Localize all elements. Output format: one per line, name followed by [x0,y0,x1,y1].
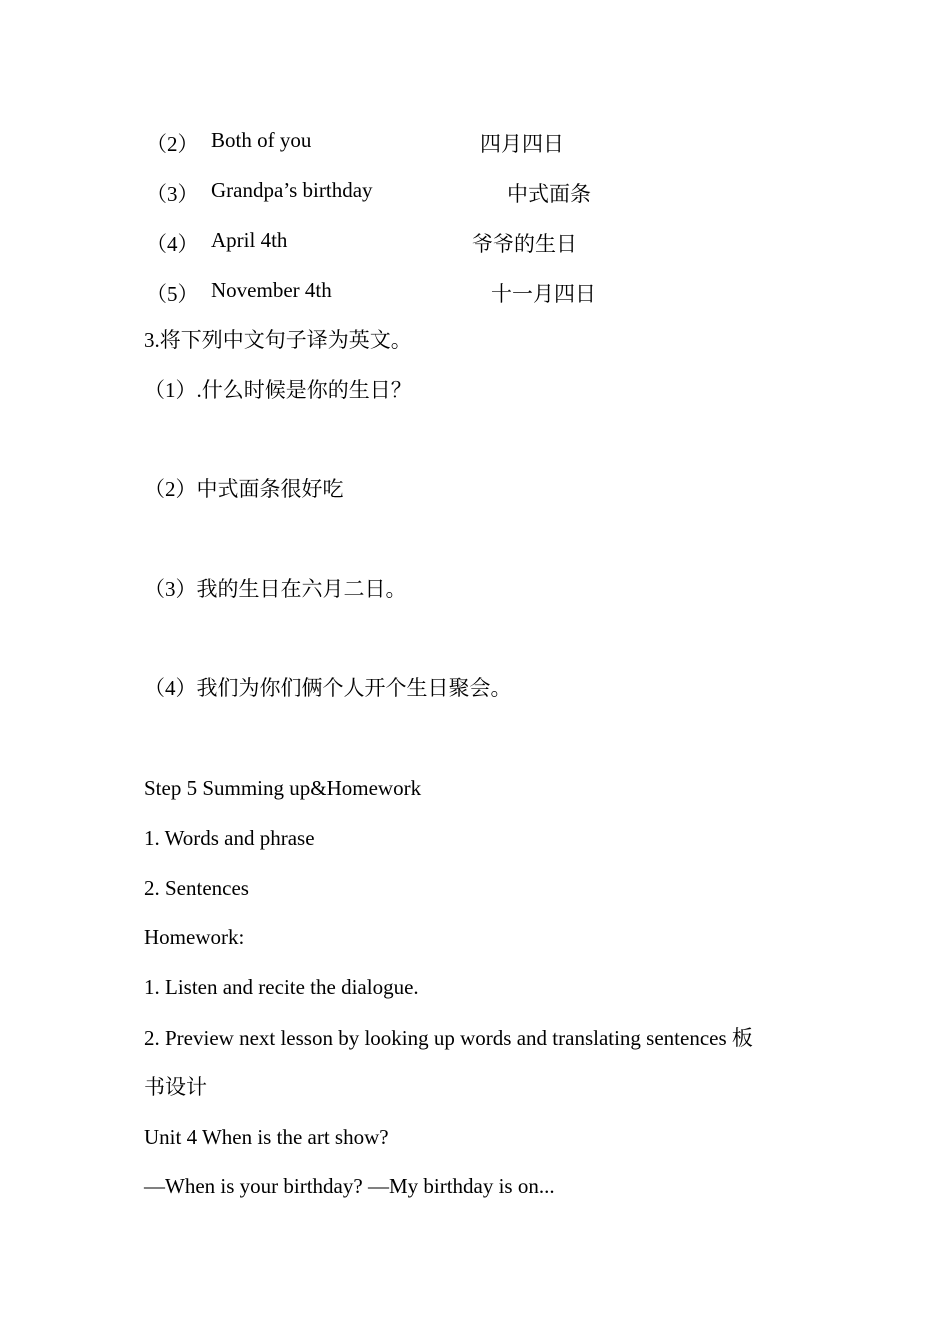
match-number: （2） [146,132,199,156]
translation-item: （2）中式面条很好吃 [144,477,344,501]
step-item: 2. Sentences [144,876,249,900]
answer-space [144,410,804,470]
section-heading: 3.将下列中文句子译为英文。 [144,328,412,352]
translation-item: （4）我们为你们俩个人开个生日聚会。 [144,676,512,700]
board-dialogue: —When is your birthday? —My birthday is on... [144,1174,555,1198]
match-chinese: 十一月四日 [491,282,596,306]
match-chinese: 爷爷的生日 [472,232,577,256]
homework-heading: Homework: [144,925,245,949]
match-number: （4） [146,232,199,256]
match-chinese: 四月四日 [480,132,564,156]
board-title: Unit 4 When is the art show? [144,1125,389,1149]
homework-item: 1. Listen and recite the dialogue. [144,975,419,999]
answer-space [144,510,804,570]
match-english: April 4th [211,228,288,252]
match-english: Grandpa’s birthday [211,178,373,202]
homework-item: 2. Preview next lesson by looking up words and translating sentences 板 [144,1026,753,1050]
match-chinese: 中式面条 [507,182,591,206]
step-heading: Step 5 Summing up&Homework [144,776,422,800]
translation-item: （1）.什么时候是你的生日？ [144,378,412,402]
match-number: （3） [146,182,199,206]
match-english: November 4th [211,278,332,302]
translation-item: （3）我的生日在六月二日。 [144,577,407,601]
step-item: 1. Words and phrase [144,826,315,850]
match-number: （5） [146,282,199,306]
answer-space [144,610,804,670]
match-english: Both of you [211,128,312,152]
homework-item-continuation: 书设计 [144,1075,207,1099]
